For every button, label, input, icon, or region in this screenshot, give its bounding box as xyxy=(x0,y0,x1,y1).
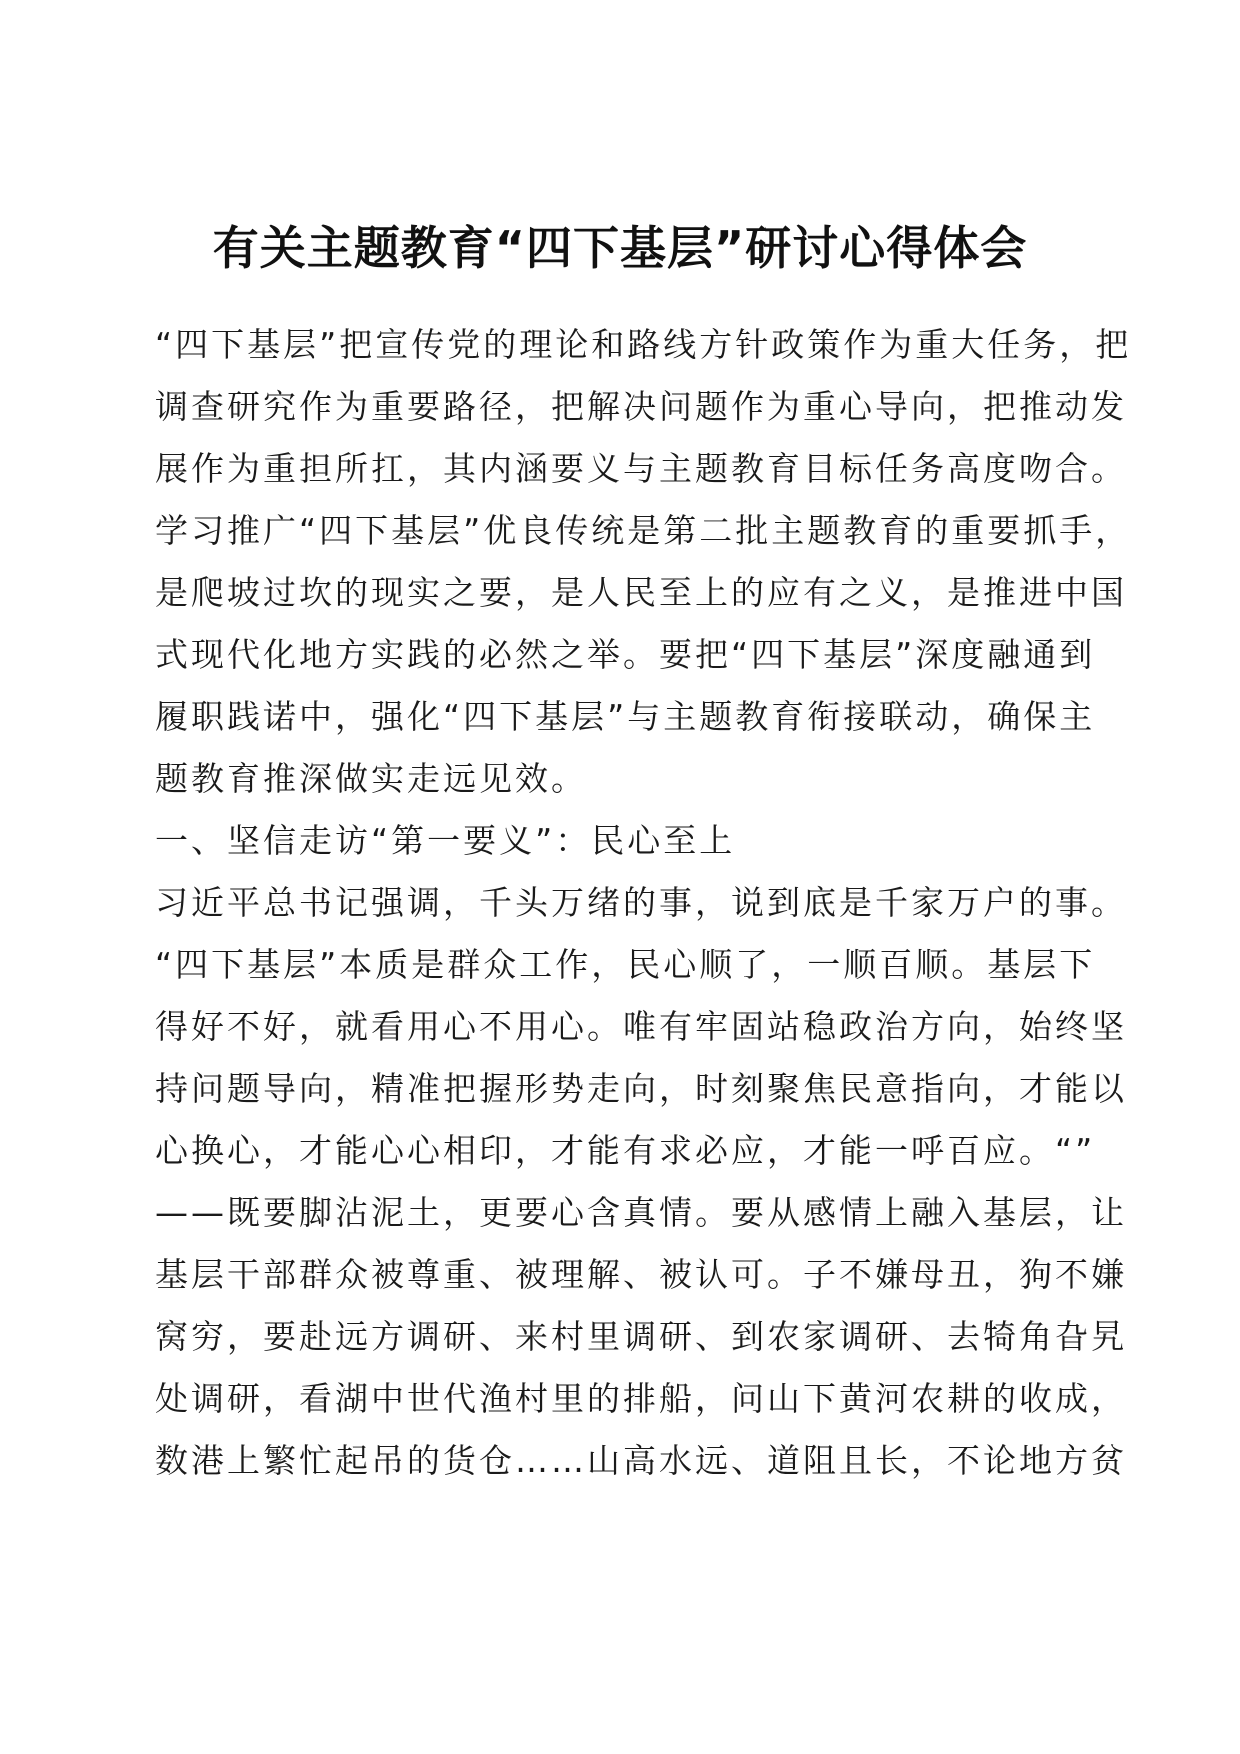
body-line: 处调研，看湖中世代渔村里的排船，问山下黄河农耕的收成， xyxy=(155,1379,1127,1418)
body-line: 窝穷，要赴远方调研、来村里调研、到农家调研、去犄角旮旯 xyxy=(155,1317,1127,1356)
body-line: 习近平总书记强调，千头万绪的事，说到底是千家万户的事。 xyxy=(155,883,1127,922)
body-line: 履职践诺中，强化“四下基层”与主题教育衔接联动，确保主 xyxy=(155,697,1096,736)
body-line: “四下基层”把宣传党的理论和路线方针政策作为重大任务，把 xyxy=(155,325,1132,364)
section-heading: 一、坚信走访“第一要义”：民心至上 xyxy=(155,821,736,860)
body-line: 式现代化地方实践的必然之举。要把“四下基层”深度融通到 xyxy=(155,635,1096,674)
body-line: 展作为重担所扛，其内涵要义与主题教育目标任务高度吻合。 xyxy=(155,449,1127,488)
document-body xyxy=(155,314,1132,1492)
body-line: 是爬坡过坎的现实之要，是人民至上的应有之义，是推进中国 xyxy=(155,573,1127,612)
body-line: 学习推广“四下基层”优良传统是第二批主题教育的重要抓手， xyxy=(155,511,1132,550)
body-line: 得好不好，就看用心不用心。唯有牢固站稳政治方向，始终坚 xyxy=(155,1007,1127,1046)
body-line: 心换心，才能心心相印，才能有求必应，才能一呼百应。“” xyxy=(155,1131,1096,1170)
body-line: 持问题导向，精准把握形势走向，时刻聚焦民意指向，才能以 xyxy=(155,1069,1127,1108)
body-line: 调查研究作为重要路径，把解决问题作为重心导向，把推动发 xyxy=(155,387,1127,426)
body-line: “四下基层”本质是群众工作，民心顺了，一顺百顺。基层下 xyxy=(155,945,1096,984)
body-line: 题教育推深做实走远见效。 xyxy=(155,759,587,798)
body-line: 基层干部群众被尊重、被理解、被认可。子不嫌母丑，狗不嫌 xyxy=(155,1255,1127,1294)
body-line: ——既要脚沾泥土，更要心含真情。要从感情上融入基层，让 xyxy=(155,1193,1127,1232)
body-line: 数港上繁忙起吊的货仓……山高水远、道阻且长，不论地方贫 xyxy=(155,1441,1127,1480)
document-title: 有关主题教育“四下基层”研讨心得体会 xyxy=(212,221,1028,275)
